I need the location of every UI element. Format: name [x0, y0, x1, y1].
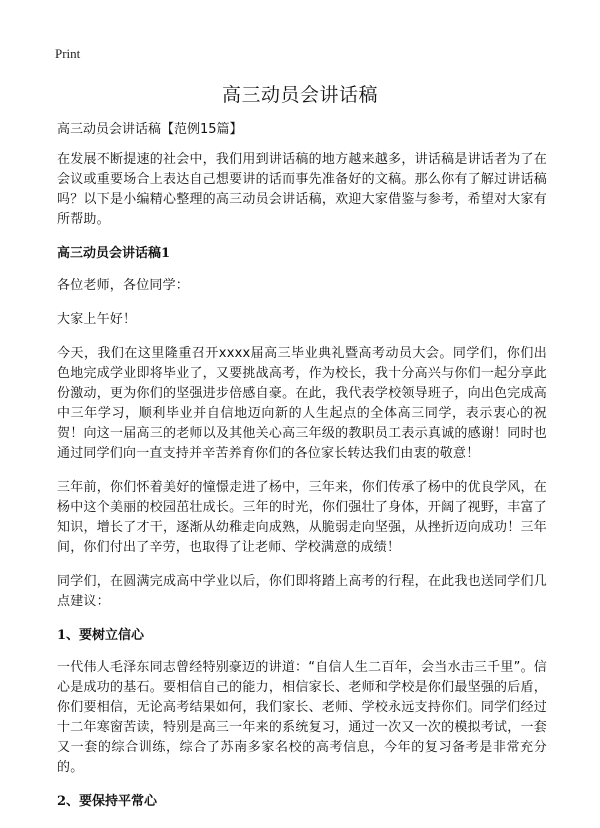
greeting-paragraph: 各位老师，各位同学：	[57, 278, 190, 293]
article-body	[57, 120, 547, 824]
print-link[interactable]: Print	[55, 46, 81, 61]
page-title: 高三动员会讲话稿	[221, 84, 378, 106]
subheading-1: 1、要树立信心	[57, 628, 145, 643]
body-paragraph-3: 同学们，在圆满完成高中学业以后，你们即将踏上高考的行程，在此我也送同学们几点建议：	[57, 574, 547, 609]
body-paragraph-1: 今天，我们在这里隆重召开xxxx届高三毕业典礼暨高考动员大会。同学们，你们出色地完成学业即将毕业了，又要挑战高考，作为校长，我十分高兴与你们一起分享此份激动，更为你们的坚强进步倍感自豪。在此，我代表学校领导班子，向出色完成高中三年学习，顺利毕业并自信地迈向新的人生起点的全体高三同学，表示衷心的祝贺！向这一届高三的老师以及其他关心高三年级的教职员工表示真诚的感谢！同时也通过同学们向一直支持并辛苦养育你们的各位家长转达我们由衷的敬意！	[57, 346, 547, 461]
greeting-paragraph-2: 大家上午好！	[57, 312, 137, 327]
body-paragraph-2: 三年前，你们怀着美好的憧憬走进了杨中，三年来，你们传承了杨中的优良学风，在杨中这个美丽的校园茁壮成长。三年的时光，你们强壮了身体，开阔了视野，丰富了知识，增长了才干，逐渐从幼稚走向成熟，从脆弱走向坚强，从挫折迈向成功！三年间，你们付出了辛劳，也取得了让老师、学校满意的成绩！	[57, 480, 547, 555]
intro-paragraph: 在发展不断提速的社会中，我们用到讲话稿的地方越来越多，讲话稿是讲话者为了在会议或重要场合上表达自己想要讲的话而事先准备好的文稿。那么你有了解过讲话稿吗？以下是小编精心整理的高三动员会讲话稿，欢迎大家借鉴与参考，希望对大家有所帮助。	[57, 152, 547, 227]
article-subtitle: 高三动员会讲话稿【范例15篇】	[57, 122, 243, 137]
section-title: 高三动员会讲话稿1	[57, 246, 171, 261]
subheading-2: 2、要保持平常心	[57, 794, 158, 809]
body-paragraph-4: 一代伟人毛泽东同志曾经特别豪迈的讲道：“自信人生二百年，会当水击三千里”。信心是成功的基石。要相信自己的能力，相信家长、老师和学校是你们最坚强的后盾，你们要相信，无论高考结果如何，我们家长、老师、学校永远支持你们。同学们经过十二年寒窗苦读，特别是高三一年来的系统复习，通过一次又一次的模拟考试，一套又一套的综合训练，综合了苏南多家名校的高考信息，今年的复习备考是非常充分的。	[57, 660, 547, 775]
